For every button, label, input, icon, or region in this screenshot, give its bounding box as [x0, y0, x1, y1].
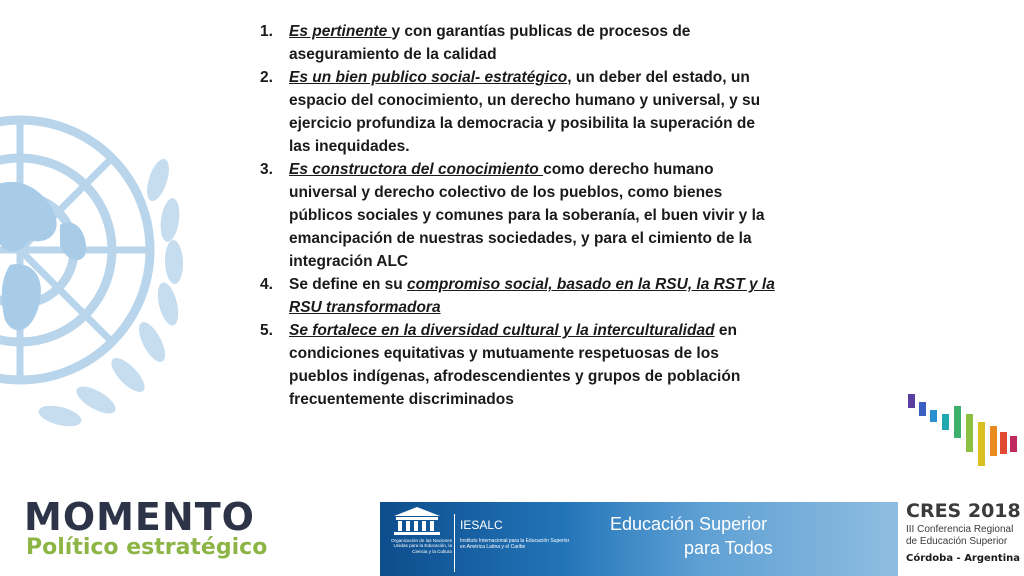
list-item-emphasis: Es constructora del conocimiento: [289, 161, 544, 178]
numbered-list: [260, 20, 780, 411]
cres-bar: [1010, 436, 1017, 452]
cres-subtitle-line1: III Conferencia Regional: [906, 524, 1014, 535]
list-item-text: en condiciones equitativas y mutuamente respetuosas de los pueblos indígenas, afrodescendientes y grupos de población frecuentemente discriminados: [289, 322, 741, 408]
list-item-text: Se define en su: [289, 276, 408, 293]
list-item-text: y con garantías publicas de procesos de aseguramiento de la calidad: [289, 23, 691, 63]
cres-bar: [930, 410, 937, 422]
unesco-temple-icon: [392, 506, 442, 536]
cres-bar: [954, 406, 961, 438]
list-item: [260, 158, 780, 273]
list-item-emphasis: compromiso social, basado en la RSU, la RST y la RSU transformadora: [289, 276, 775, 316]
cres-title: CRES 2018: [906, 500, 1021, 522]
cres-bar: [990, 426, 997, 456]
cres-place: Córdoba - Argentina: [906, 553, 1020, 564]
list-item: [260, 20, 780, 66]
banner-divider: [454, 514, 455, 572]
un-emblem-icon: [0, 0, 200, 440]
cres-subtitle-line2: de Educación Superior: [906, 536, 1008, 547]
tagline-line2: para Todos: [684, 538, 773, 558]
list-item-number: 2.: [260, 69, 273, 86]
content-list: [260, 20, 780, 411]
list-item: [260, 273, 780, 319]
list-item-emphasis: Se fortalece en la diversidad cultural y la interculturalidad: [289, 322, 715, 339]
section-title: MOMENTO: [24, 495, 255, 539]
unesco-org-name: Organización de las Naciones Unidas para la Educación, la Ciencia y la Cultura: [390, 538, 452, 554]
cres-bar: [978, 422, 985, 466]
cres-bar: [966, 414, 973, 452]
list-item: [260, 66, 780, 158]
list-item-text: como derecho humano universal y derecho colectivo de los pueblos, como bienes públicos sociales y comunes para la soberanía, el buen vivir y la emancipación de nuestras sociedades, y para el cimiento de la integración ALC: [289, 161, 765, 270]
list-item-emphasis: Es un bien publico social- estratégico: [289, 69, 568, 86]
list-item-number: 4.: [260, 276, 273, 293]
list-item-number: 1.: [260, 23, 273, 40]
tagline-line1: Educación Superior: [610, 514, 768, 534]
cres-bar: [919, 402, 926, 416]
section-subtitle: Político estratégico: [26, 535, 268, 560]
iesalc-full-name: Instituto Internacional para la Educación Superior en América Latina y el Caribe: [460, 538, 570, 550]
cres-logo-icon: [900, 392, 1024, 496]
cres-subtitle: [906, 524, 1013, 548]
cres-bar: [942, 414, 949, 430]
list-item-number: 5.: [260, 322, 273, 339]
unesco-iesalc-banner: [380, 502, 898, 576]
list-item-emphasis: Es pertinente: [289, 23, 392, 40]
list-item: [260, 319, 780, 411]
cres-bar: [1000, 432, 1007, 454]
cres-bar: [908, 394, 915, 408]
list-item-text: , un deber del estado, un espacio del conocimiento, un derecho humano y universal, y su ejercicio profundiza la democracia y posibilita la superación de las inequidades.: [289, 69, 761, 155]
iesalc-label: IESALC: [460, 518, 503, 532]
list-item-number: 3.: [260, 161, 273, 178]
